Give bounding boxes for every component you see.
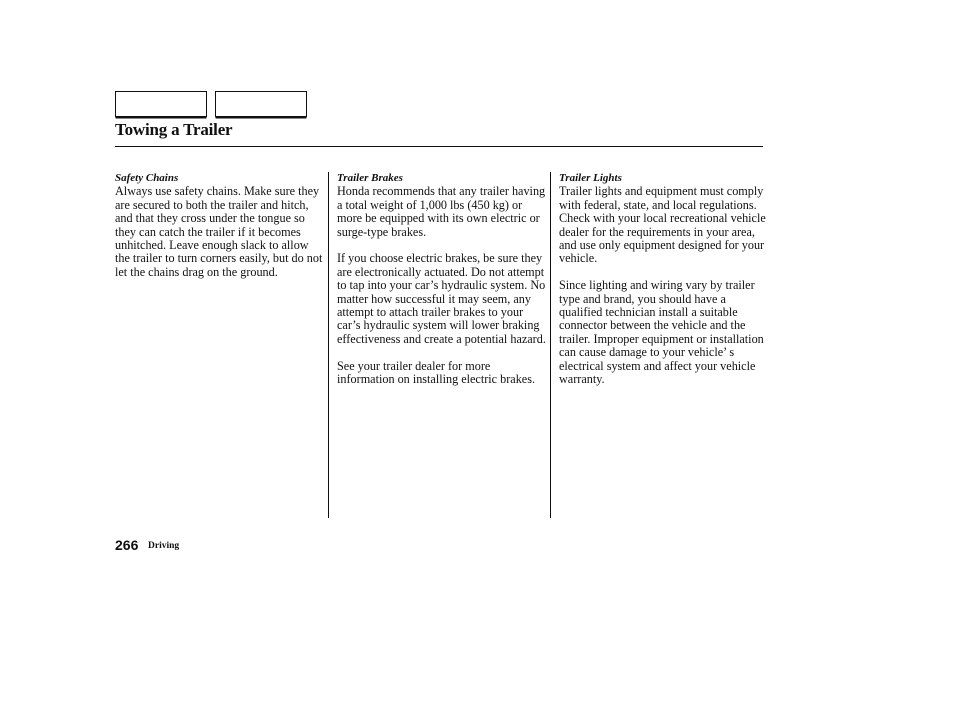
paragraph: Honda recommends that any trailer having a total weight of 1,000 lbs (450 kg) or more be equipped with its own electric or surge-type brakes. — [337, 184, 546, 239]
paragraph: Since lighting and wiring vary by trailer type and brand, you should have a qualified technician install a suitable connector between the vehicle and the trailer. Improper equipment or installation can cause damage to your vehicle’ s electrical system and affect your vehicle warranty. — [559, 278, 764, 387]
paragraph: If you choose electric brakes, be sure they are electronically actuated. Do not attempt to tap into your car’s hydraulic system. No matter how successful it may seem, any attempt to attach trailer brakes to your car’s hydraulic system will lower braking effectiveness and create a potential hazard. — [337, 251, 546, 346]
column-divider — [550, 172, 551, 518]
column-trailer-lights — [559, 172, 771, 400]
column-divider — [328, 172, 329, 518]
page-number: 266 — [115, 537, 139, 553]
paragraph: See your trailer dealer for more information on installing electric brakes. — [337, 358, 535, 387]
column-trailer-brakes — [337, 172, 549, 400]
nav-tab-box-2[interactable] — [215, 91, 307, 117]
title-divider — [115, 146, 763, 147]
paragraph: Always use safety chains. Make sure they are secured to both the trailer and hitch, and that they cross under the tongue so they can catch the trailer if it becomes unhitched. Leave enough slack to allow the trailer to turn corners easily, but do not let the chains drag on the ground. — [115, 184, 323, 279]
column-heading: Trailer Brakes — [337, 172, 403, 184]
column-safety-chains — [115, 172, 325, 293]
column-heading: Trailer Lights — [559, 172, 622, 184]
nav-tab-box-1[interactable] — [115, 91, 207, 117]
column-heading: Safety Chains — [115, 172, 179, 184]
paragraph: Trailer lights and equipment must comply with federal, state, and local regulations. Check with your local recreational vehicle dealer for the requirements in your area, and use only equipment designed for your vehicle. — [559, 184, 766, 266]
section-label: Driving — [148, 541, 180, 551]
page-title: Towing a Trailer — [115, 120, 233, 139]
